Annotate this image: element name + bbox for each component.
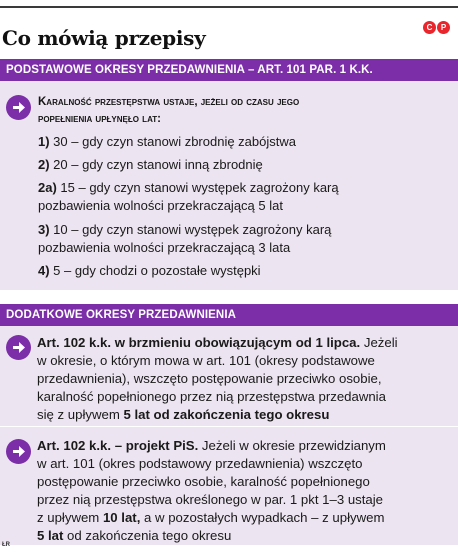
emphasis: 5 lat od zakończenia tego okresu [123,407,330,422]
list-item [38,262,438,280]
item-text: 10 – gdy czyn stanowi występek zagrożony karą [49,222,332,237]
text-fragment: z upływem [37,510,103,525]
list-item [38,179,438,215]
item-text: 5 – gdy chodzi o pozostałe występki [49,263,261,278]
list-item [38,133,438,151]
basic-intro [38,94,438,128]
text-line: przedawnienia), wszczęto postępowanie przeciwko osobie, [37,371,382,386]
list-item [38,221,438,257]
header [0,18,458,54]
arrow-right-icon [6,95,31,120]
text-line: postępowanie przeciwko osobie, karalność popełnionego [37,474,370,489]
article-102-pis-block [0,427,458,545]
logo-letter-p: P [437,21,450,34]
article-102-pis-text [37,437,447,545]
list-item [38,156,438,174]
basic-periods-panel [0,81,458,290]
item-text: 20 – gdy czyn stanowi inną zbrodnię [49,157,263,172]
arrow-right-icon [6,439,31,464]
publisher-logo [423,21,450,34]
article-102-current-block [0,326,458,426]
section-heading-additional: DODATKOWE OKRESY PRZEDAWNIENIA [0,304,458,326]
top-rule [0,6,458,8]
text-line: karalność popełnionego przez nią przestępstwa przedawnia [37,389,386,404]
article-lead: Art. 102 k.k. – projekt PiS. [37,438,199,453]
text-fragment: Jeżeli w okresie przewidzianym [198,438,386,453]
text-line: przez nią przestępstwa określonego w par. 1 pkt 1–3 ustaje [37,492,384,507]
emphasis: 10 lat, [102,510,141,525]
text-line: w okresie, o którym mowa w art. 101 (okresy podstawowe [37,353,375,368]
item-text-continued: pozbawienia wolności przekraczającą 5 lat [38,198,283,213]
author-credit: ŁR [2,542,10,548]
item-number: 2) [38,157,50,172]
text-fragment: się z upływem [37,407,124,422]
text-fragment: Jeżeli [360,335,398,350]
item-text-continued: pozbawienia wolności przekraczającą 3 lata [38,240,291,255]
text-fragment: od zakończenia tego okresu [63,528,232,543]
item-number: 1) [38,134,50,149]
item-number: 3) [38,222,50,237]
page-title: Co mówią przepisy [2,26,206,50]
item-number: 2a) [38,180,57,195]
article-lead: Art. 102 k.k. w brzmieniu obowiązującym od 1 lipca. [37,335,361,350]
logo-letter-c: C [423,21,436,34]
emphasis: 5 lat [37,528,64,543]
item-text: 15 – gdy czyn stanowi występek zagrożony karą [56,180,339,195]
arrow-right-icon [6,335,31,360]
text-line: w art. 101 (okres podstawowy przedawnienia) wszczęto [37,456,363,471]
article-102-current-text [37,334,447,424]
text-fragment: a w pozostałych wypadkach – z upływem [140,510,385,525]
item-text: 30 – gdy czyn stanowi zbrodnię zabójstwa [49,134,296,149]
item-number: 4) [38,263,50,278]
section-heading-basic: PODSTAWOWE OKRESY PRZEDAWNIENIA – ART. 101 PAR. 1 K.K. [0,59,458,81]
intro-line: popełnienia upłynęło lat: [38,113,161,125]
intro-line: Karalność przestępstwa ustaje, jeżeli od czasu jego [38,96,300,108]
